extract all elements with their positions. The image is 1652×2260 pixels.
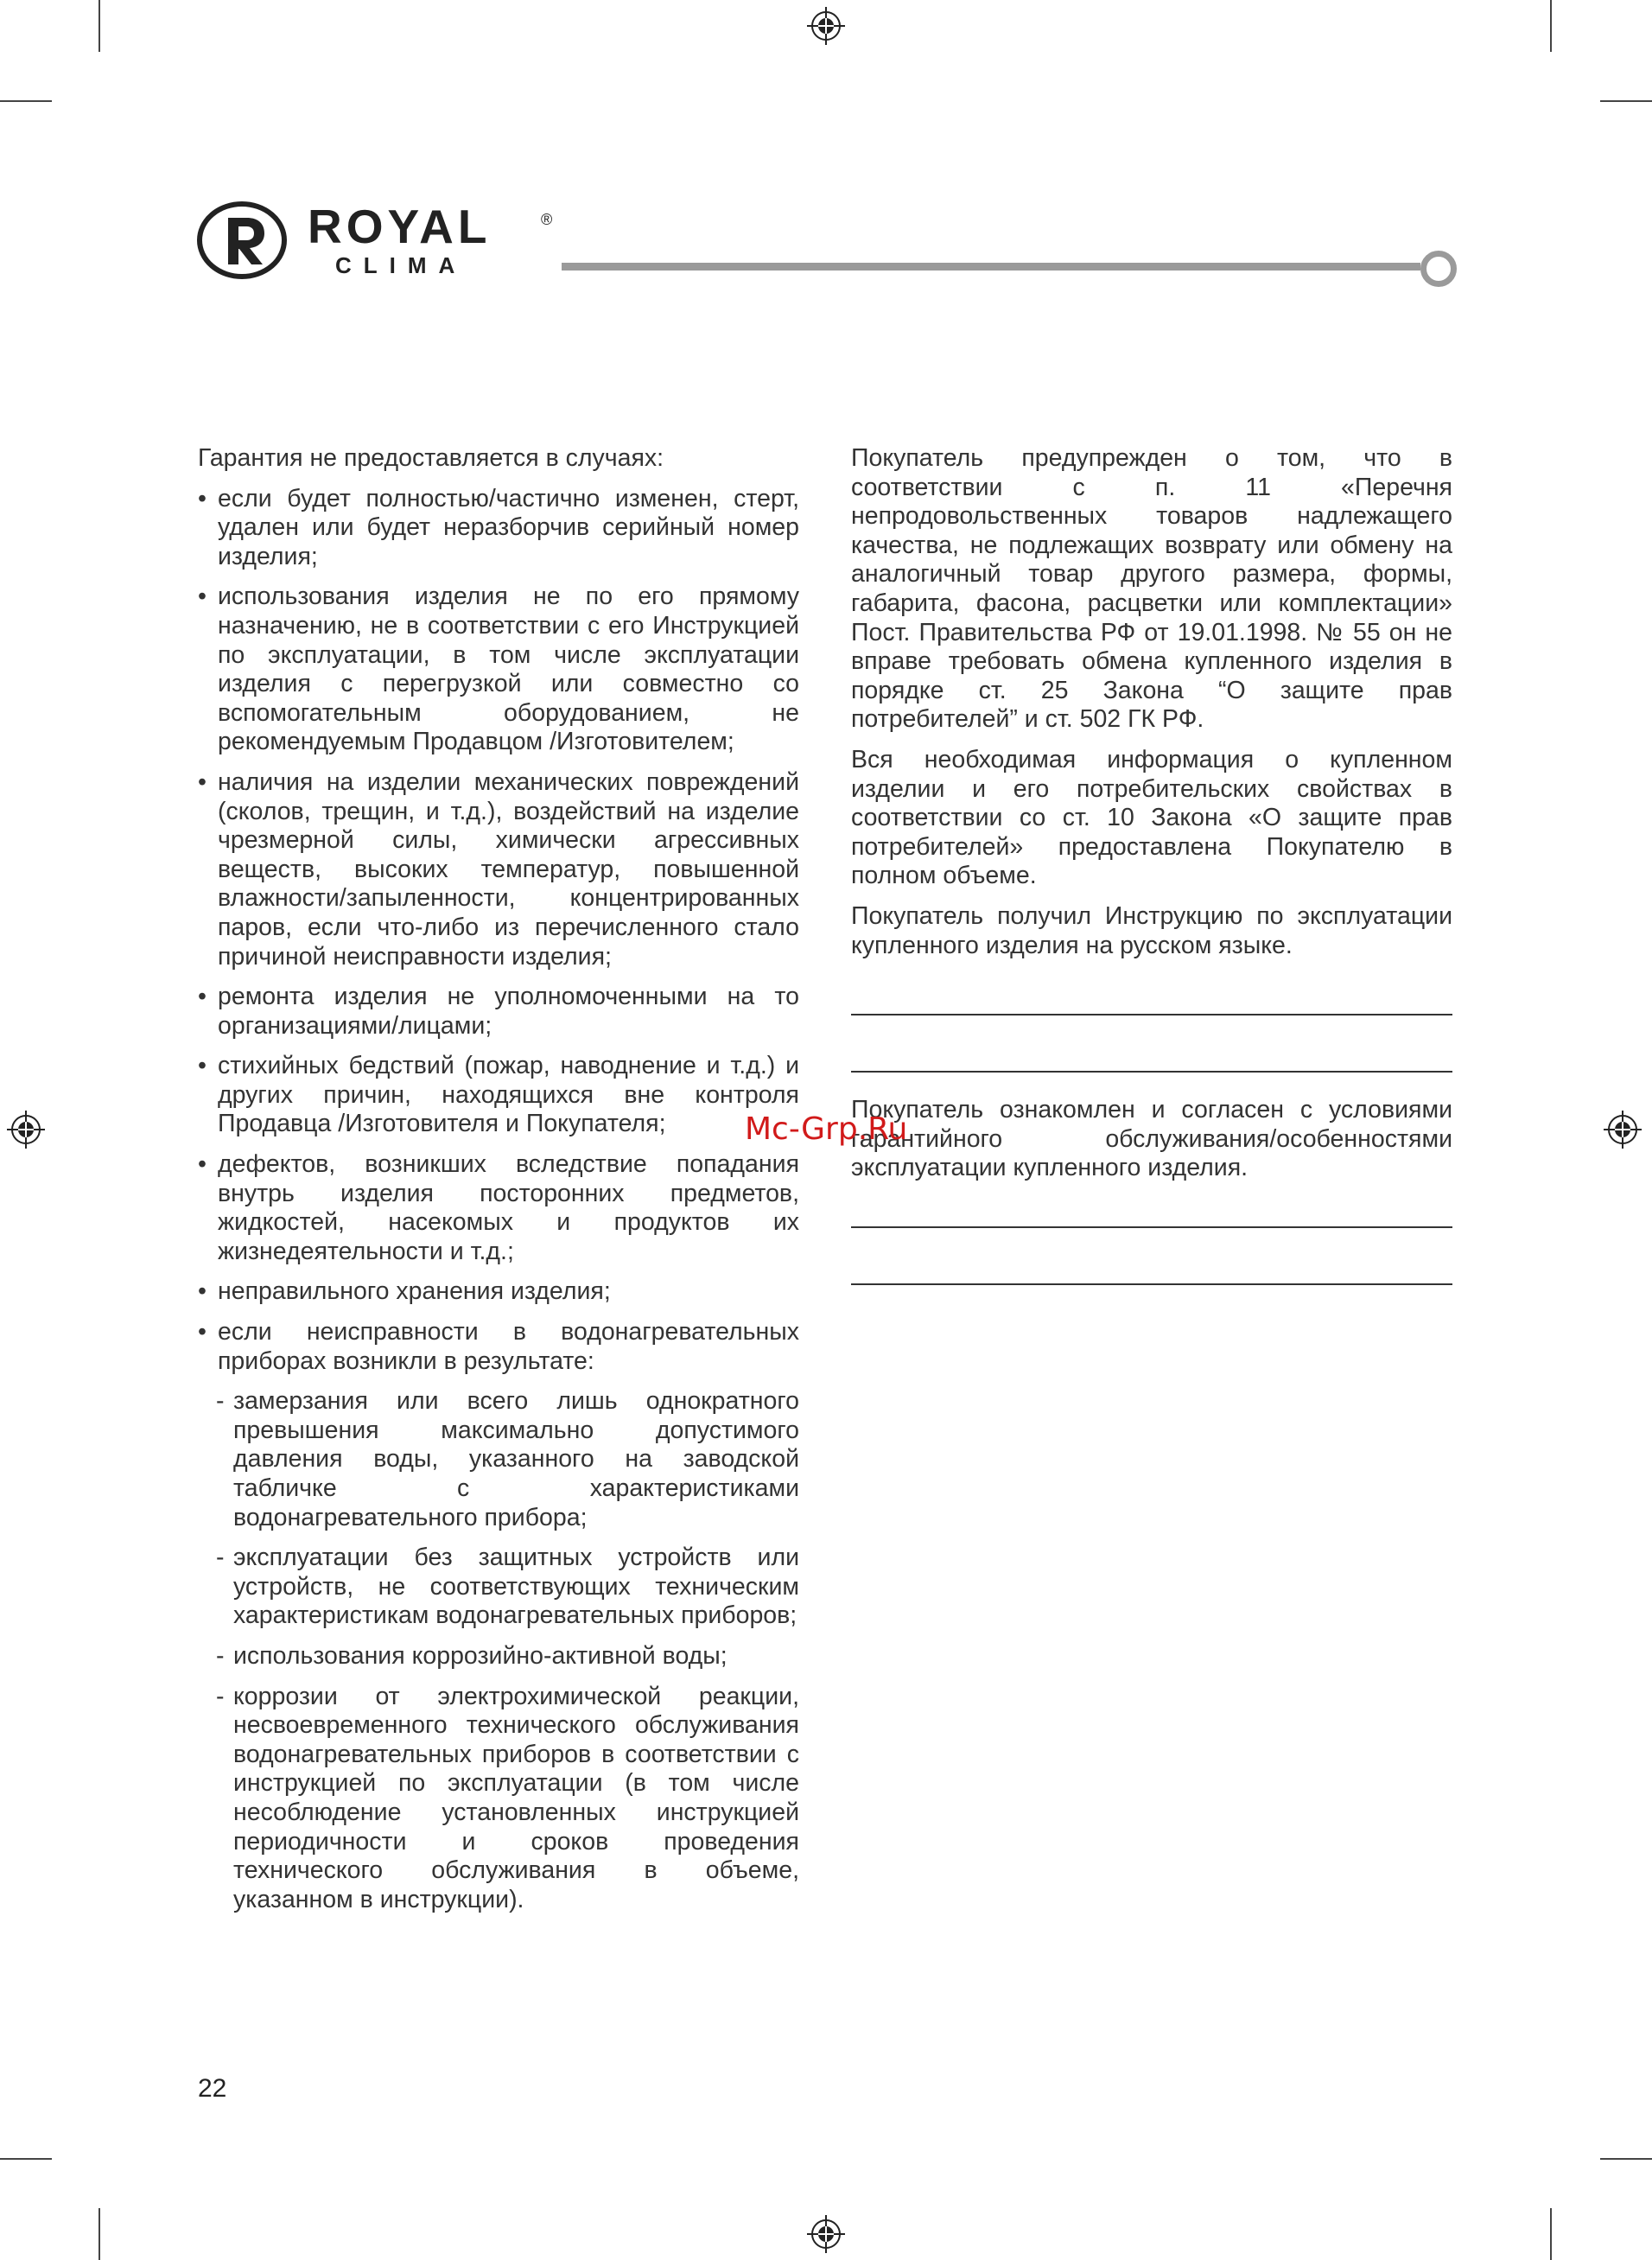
header-rule-end-circle: [1420, 251, 1457, 287]
crop-mark: [0, 100, 52, 102]
signature-line: [851, 1283, 1452, 1285]
crop-mark: [0, 2158, 52, 2160]
list-item-text: использования изделия не по его прямому назначению, не в соответствии с его Инструкцией по эксплуатации, в том числе эксплуатации изделия с перегрузкой или совместно со вспомогательным оборудованием, не рекомендуемым Продавцом /Изготовителем;: [218, 583, 799, 756]
registration-mark-icon: [807, 2215, 845, 2253]
registration-mark-icon: [1604, 1111, 1642, 1149]
list-item: • наличия на изделии механических повреждений (сколов, трещин, и т.д.), воздействий на изделие чрезмерной силы, химически агрессивных веществ, высоких температур, повышенной влажности/запыленности, концентрированных паров, если что-либо из перечисленного стало причиной неисправности изделия;: [198, 767, 799, 971]
sub-list-item-text: эксплуатации без защитных устройств или устройств, не соответствующих техническим характеристикам водонагревательных приборов;: [233, 1544, 799, 1630]
list-item: • неправильного хранения изделия;: [198, 1277, 611, 1306]
sub-list-item-text: коррозии от электрохимической реакции, несвоевременного технического обслуживания водонагревательных приборов в соответствии с инструкцией по эксплуатации (в том числе несоблюдение установленных инструкцией периодичности и сроков проведения технического обслуживания в объеме, указанном в инструкции).: [233, 1682, 799, 1913]
registration-mark-icon: [807, 7, 845, 45]
brand-subname: CLIMA: [335, 252, 467, 278]
brand-logo: [197, 201, 560, 280]
list-item-text: ремонта изделия не уполномоченными на то организациями/лицами;: [218, 983, 799, 1040]
crop-mark: [1550, 0, 1552, 52]
registered-mark: ®: [541, 211, 553, 228]
left-column: [198, 444, 799, 1926]
list-item-text: дефектов, возникших вследствие попадания внутрь изделия посторонних предметов, жидкостей, насекомых и продуктов их жизнедеятельности и т.д.;: [218, 1150, 799, 1265]
list-item: • стихийных бедствий (пожар, наводнение и т.д.) и других причин, находящихся вне контроля Продавца /Изготовителя и Покупателя;: [198, 1052, 799, 1138]
sub-list-item: - коррозии от электрохимической реакции, несвоевременного технического обслуживания водонагревательных приборов в соответствии с инструкцией по эксплуатации (в том числе несоблюдение установленных инструкцией периодичности и сроков проведения технического обслуживания в объеме, указанном в инструкции).: [216, 1682, 799, 1913]
list-item-text: если будет полностью/частично изменен, стерт, удален или будет неразборчив серийный номер изделия;: [218, 484, 799, 570]
page-number: 22: [198, 2074, 227, 2103]
registration-mark-icon: [7, 1111, 45, 1149]
list-item: • ремонта изделия не уполномоченными на то организациями/лицами;: [198, 983, 799, 1040]
list-item-text: неправильного хранения изделия;: [218, 1277, 611, 1306]
list-item-text: стихийных бедствий (пожар, наводнение и т.д.) и других причин, находящихся вне контроля Продавца /Изготовителя и Покупателя;: [218, 1052, 799, 1138]
signature-line: [851, 1014, 1452, 1015]
exclusions-list: [198, 485, 799, 1377]
crop-mark: [98, 0, 100, 52]
crop-mark: [1550, 2208, 1552, 2260]
signature-line: [851, 1226, 1452, 1228]
right-column: [851, 444, 1452, 1285]
sub-list-item: - замерзания или всего лишь однократного превышения максимально допустимого давления воды, указанного на заводской табличке с характеристиками водонагревательного прибора;: [216, 1387, 799, 1531]
crop-mark: [98, 2208, 100, 2260]
crop-mark: [1600, 100, 1652, 102]
list-item-text: наличия на изделии механических повреждений (сколов, трещин, и т.д.), воздействий на изделие чрезмерной силы, химически агрессивных веществ, высоких температур, повышенной влажности/запыленности, концентрированных паров, если что-либо из перечисленного стало причиной неисправности изделия;: [218, 767, 799, 971]
signature-line: [851, 1071, 1452, 1073]
paragraph-return-policy: Покупатель предупрежден о том, что в соответствии с п. 11 «Перечня непродовольственных товаров надлежащего качества, не подлежащих возврату или обмену на аналогичный товар другого размера, формы, габарита, фасона, расцветки или комплектации» Пост. Правительства РФ от 19.01.1998. № 55 он не вправе требовать обмена купленного изделия в порядке ст. 25 Закона “О защите прав потребителей” и ст. 502 ГК РФ.: [851, 444, 1452, 734]
paragraph-info-provided: Вся необходимая информация о купленном изделии и его потребительских свойствах в соответствии со ст. 10 Закона «О защите прав потребителей» предоставлена Покупателю в полном объеме.: [851, 745, 1452, 890]
paragraph-terms-accepted: Покупатель ознакомлен и согласен с условиями гарантийного обслуживания/особенностями эксплуатации купленного изделия.: [851, 1096, 1452, 1182]
list-item: • использования изделия не по его прямому назначению, не в соответствии с его Инструкцией по эксплуатации, в том числе эксплуатации изделия с перегрузкой или совместно со вспомогательным оборудованием, не рекомендуемым Продавцом /Изготовителем;: [198, 583, 799, 756]
sub-list-item-text: использования коррозийно-активной воды;: [233, 1641, 728, 1670]
watermark: Mc-Grp.Ru: [745, 1111, 908, 1147]
sub-list-item: - эксплуатации без защитных устройств или устройств, не соответствующих техническим характеристикам водонагревательных приборов;: [216, 1544, 799, 1630]
sub-list-item-text: замерзания или всего лишь однократного превышения максимально допустимого давления воды, указанного на заводской табличке с характеристиками водонагревательного прибора;: [233, 1387, 799, 1531]
list-item-text: если неисправности в водонагревательных приборах возникли в результате:: [218, 1318, 799, 1375]
paragraph-manual-received: Покупатель получил Инструкцию по эксплуатации купленного изделия на русском языке.: [851, 901, 1452, 959]
list-item: • дефектов, возникших вследствие попадания внутрь изделия посторонних предметов, жидкостей, насекомых и продуктов их жизнедеятельности и т.д.;: [198, 1150, 799, 1265]
sub-list-item: - использования коррозийно-активной воды;: [216, 1641, 728, 1670]
sub-exclusions-list: [198, 1387, 799, 1914]
logo-emblem-icon: [197, 201, 287, 280]
crop-mark: [1600, 2158, 1652, 2160]
brand-name: ROYAL: [308, 200, 492, 253]
intro-text: Гарантия не предоставляется в случаях:: [198, 444, 664, 472]
list-item: • если неисправности в водонагревательных приборах возникли в результате:: [198, 1318, 799, 1375]
list-item: • если будет полностью/частично изменен, стерт, удален или будет неразборчив серийный номер изделия;: [198, 484, 799, 570]
header-rule: [562, 263, 1420, 271]
